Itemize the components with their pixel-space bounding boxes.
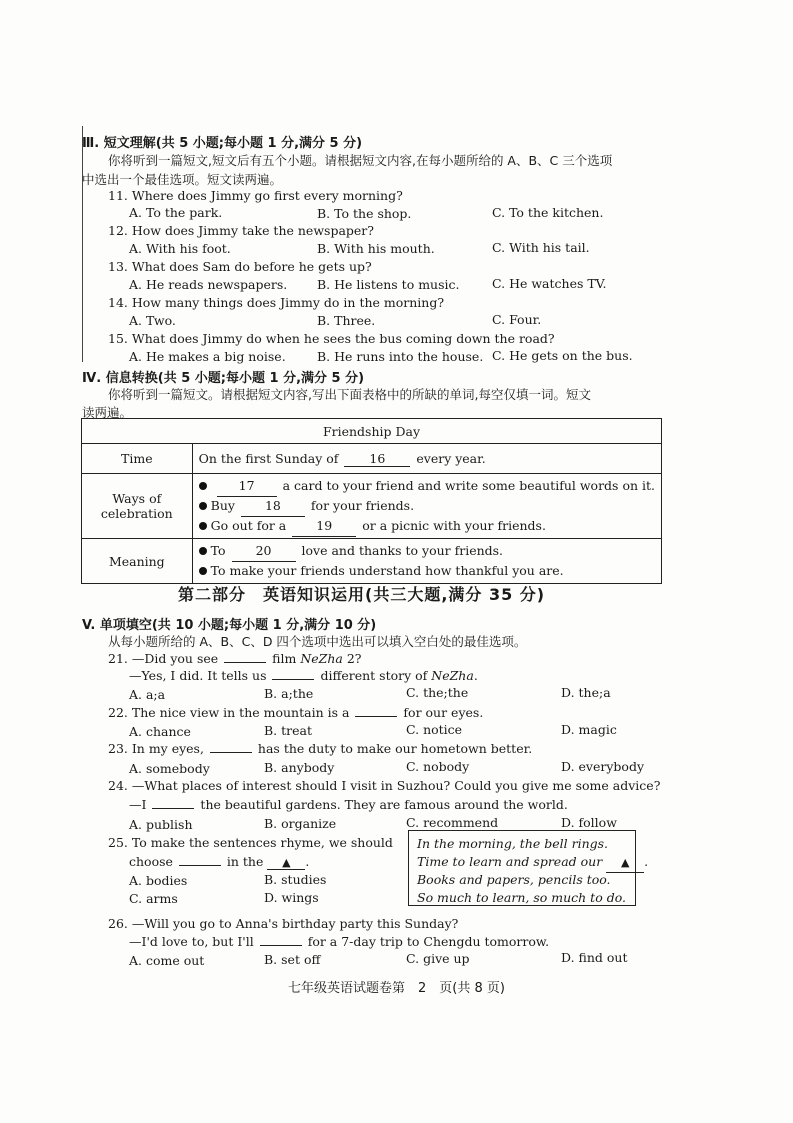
option-b: B. He runs into the house. [317, 349, 484, 364]
poem-box [408, 830, 649, 906]
friendship-day-table [81, 418, 662, 584]
text: for our eyes. [403, 705, 484, 720]
option-d: D. follow [561, 815, 617, 830]
bullet-icon [199, 502, 207, 510]
section3-instruction-line1: 你将听到一篇短文,短文后有五个小题。请根据短文内容,在每小题所给的 A、B、C 三个选项 [108, 153, 613, 168]
question-line1: 24. —What places of interest should I visit in Suzhou? Could you give me some advice? [108, 778, 661, 793]
question-line1 [108, 741, 532, 756]
meaning-text: To make your friends understand how thankful you are. [210, 563, 564, 578]
option-c: C. the;the [406, 685, 469, 700]
option-c: C. notice [406, 722, 463, 737]
option-b: B. With his mouth. [317, 241, 435, 256]
option-a: A. bodies [129, 873, 188, 888]
option-c: C. nobody [406, 759, 470, 774]
triangle-icon: ▲ [267, 856, 305, 870]
question-line2 [129, 854, 309, 870]
text: —I'd love to, but I'll [129, 934, 254, 949]
question-line1 [108, 651, 362, 666]
option-c: C. arms [129, 891, 178, 906]
triangle-icon: ▲ [606, 854, 644, 873]
table-title: Friendship Day [82, 419, 662, 444]
answer-blank [355, 716, 397, 717]
bullet-icon [199, 482, 207, 490]
question-line2 [129, 797, 568, 812]
text: 2? [346, 651, 362, 666]
text: for a 7-day trip to Chengdu tomorrow. [307, 934, 550, 949]
option-a: A. Two. [129, 313, 176, 328]
text: 23. In my eyes, [108, 741, 204, 756]
ways-cell [192, 474, 661, 539]
meaning-item-2 [199, 561, 655, 581]
question-text: 11. Where does Jimmy go first every morning? [108, 188, 403, 203]
text: 21. —Did you see [108, 651, 219, 666]
text: . [644, 854, 649, 869]
ways-label: Ways of celebration [82, 474, 193, 539]
blank-17: 17 [217, 476, 277, 497]
poem-line-3: Books and papers, pencils too. [417, 872, 611, 887]
answer-blank [210, 752, 252, 753]
meaning-item-1 [199, 541, 655, 561]
option-b: B. To the shop. [317, 206, 412, 221]
blank-20: 20 [232, 541, 296, 562]
text: —I [129, 797, 147, 812]
way-post: or a picnic with your friends. [362, 518, 546, 533]
italic-title: NeZha [300, 651, 343, 666]
way-item-3 [199, 516, 655, 536]
option-c: C. He gets on the bus. [492, 348, 633, 363]
option-c: C. Four. [492, 312, 542, 327]
section5-heading: V. 单项填空(共 10 小题;每小题 1 分,满分 10 分) [82, 618, 377, 633]
option-b: B. Three. [317, 313, 376, 328]
question-text: 14. How many things does Jimmy do in the morning? [108, 295, 445, 310]
question-line2 [129, 668, 478, 683]
option-a: A. He reads newspapers. [129, 277, 288, 292]
option-a: A. With his foot. [129, 241, 231, 256]
option-a: A. somebody [129, 761, 210, 776]
poem-line-1: In the morning, the bell rings. [417, 836, 609, 851]
way-pre: Go out for a [210, 518, 287, 533]
question-text: 12. How does Jimmy take the newspaper? [108, 223, 374, 238]
way-item-1 [199, 476, 655, 496]
option-b: B. organize [264, 816, 337, 831]
option-a: A. chance [129, 724, 191, 739]
answer-blank [272, 679, 314, 680]
section3-instruction-line2: 中选出一个最佳选项。短文读两遍。 [82, 172, 283, 187]
blank-19: 19 [292, 516, 356, 537]
blank-18: 18 [241, 496, 305, 517]
page-footer: 七年级英语试题卷第 2 页(共 8 页) [288, 981, 505, 996]
option-d: D. everybody [561, 759, 645, 774]
text: choose [129, 854, 173, 869]
meaning-label: Meaning [82, 539, 193, 584]
meaning-cell [192, 539, 661, 584]
bullet-icon [199, 567, 207, 575]
time-text-post: every year. [416, 450, 486, 466]
option-a: A. To the park. [129, 205, 223, 220]
option-c: C. give up [406, 951, 470, 966]
margin-line [82, 126, 83, 362]
meaning-post: love and thanks to your friends. [301, 543, 504, 558]
question-line2 [129, 934, 549, 949]
section3-heading: Ⅲ. 短文理解(共 5 小题;每小题 1 分,满分 5 分) [82, 136, 363, 151]
option-c: C. He watches TV. [492, 276, 607, 291]
option-b: B. set off [264, 952, 321, 967]
bullet-icon [199, 547, 207, 555]
way-post: for your friends. [310, 498, 415, 513]
section4-heading: Ⅳ. 信息转换(共 5 小题;每小题 1 分,满分 5 分) [82, 371, 365, 386]
option-b: B. a;the [264, 686, 314, 701]
way-pre: Buy [210, 498, 235, 513]
bullet-icon [199, 522, 207, 530]
answer-blank [224, 662, 266, 663]
text: . [473, 668, 478, 683]
question-text: 13. What does Sam do before he gets up? [108, 259, 372, 274]
option-d: D. the;a [561, 685, 611, 700]
question-text: 15. What does Jimmy do when he sees the bus coming down the road? [108, 331, 555, 346]
option-a: A. He makes a big noise. [129, 349, 286, 364]
option-c: C. recommend [406, 815, 499, 830]
poem-line-2 [417, 853, 649, 871]
poem-line-4: So much to learn, so much to do. [417, 890, 626, 905]
text: the beautiful gardens. They are famous around the world. [200, 797, 568, 812]
text: has the duty to make our hometown better. [257, 741, 533, 756]
option-a: A. publish [129, 817, 193, 832]
text: —Yes, I did. It tells us [129, 668, 267, 683]
blank-16: 16 [344, 451, 410, 467]
text: in the [226, 854, 264, 869]
question-line1 [108, 705, 483, 720]
option-d: D. find out [561, 950, 628, 965]
option-b: B. anybody [264, 760, 335, 775]
meaning-pre: To [210, 543, 226, 558]
time-text-pre: On the first Sunday of [198, 450, 339, 466]
answer-blank [179, 865, 221, 866]
part2-title: 第二部分 英语知识运用(共三大题,满分 35 分) [178, 585, 546, 604]
option-d: D. magic [561, 722, 617, 737]
way-item-2 [199, 496, 655, 516]
italic-title: NeZha [431, 668, 474, 683]
text: 22. The nice view in the mountain is a [108, 705, 350, 720]
time-label: Time [82, 444, 193, 474]
section5-instruction: 从每小题所给的 A、B、C、D 四个选项中选出可以填入空白处的最佳选项。 [108, 634, 527, 649]
option-d: D. wings [264, 890, 319, 905]
option-c: C. With his tail. [492, 240, 590, 255]
question-line1: 26. —Will you go to Anna's birthday party this Sunday? [108, 916, 459, 931]
answer-blank [260, 945, 302, 946]
text: Time to learn and spread our [417, 854, 603, 869]
question-line1: 25. To make the sentences rhyme, we should [108, 835, 393, 850]
option-c: C. To the kitchen. [492, 205, 604, 220]
section4-instruction-line2: 读两遍。 [82, 405, 133, 420]
section4-instruction-line1: 你将听到一篇短文。请根据短文内容,写出下面表格中的所缺的单词,每空仅填一词。短文 [108, 387, 591, 402]
answer-blank [152, 808, 194, 809]
option-b: B. He listens to music. [317, 277, 460, 292]
option-a: A. a;a [129, 687, 166, 702]
option-a: A. come out [129, 953, 205, 968]
way-post: a card to your friend and write some beautiful words on it. [282, 478, 655, 493]
text: different story of [320, 668, 428, 683]
option-b: B. studies [264, 872, 327, 887]
time-cell [192, 444, 661, 474]
text: film [272, 651, 297, 666]
option-b: B. treat [264, 723, 313, 738]
text: . [305, 854, 310, 869]
